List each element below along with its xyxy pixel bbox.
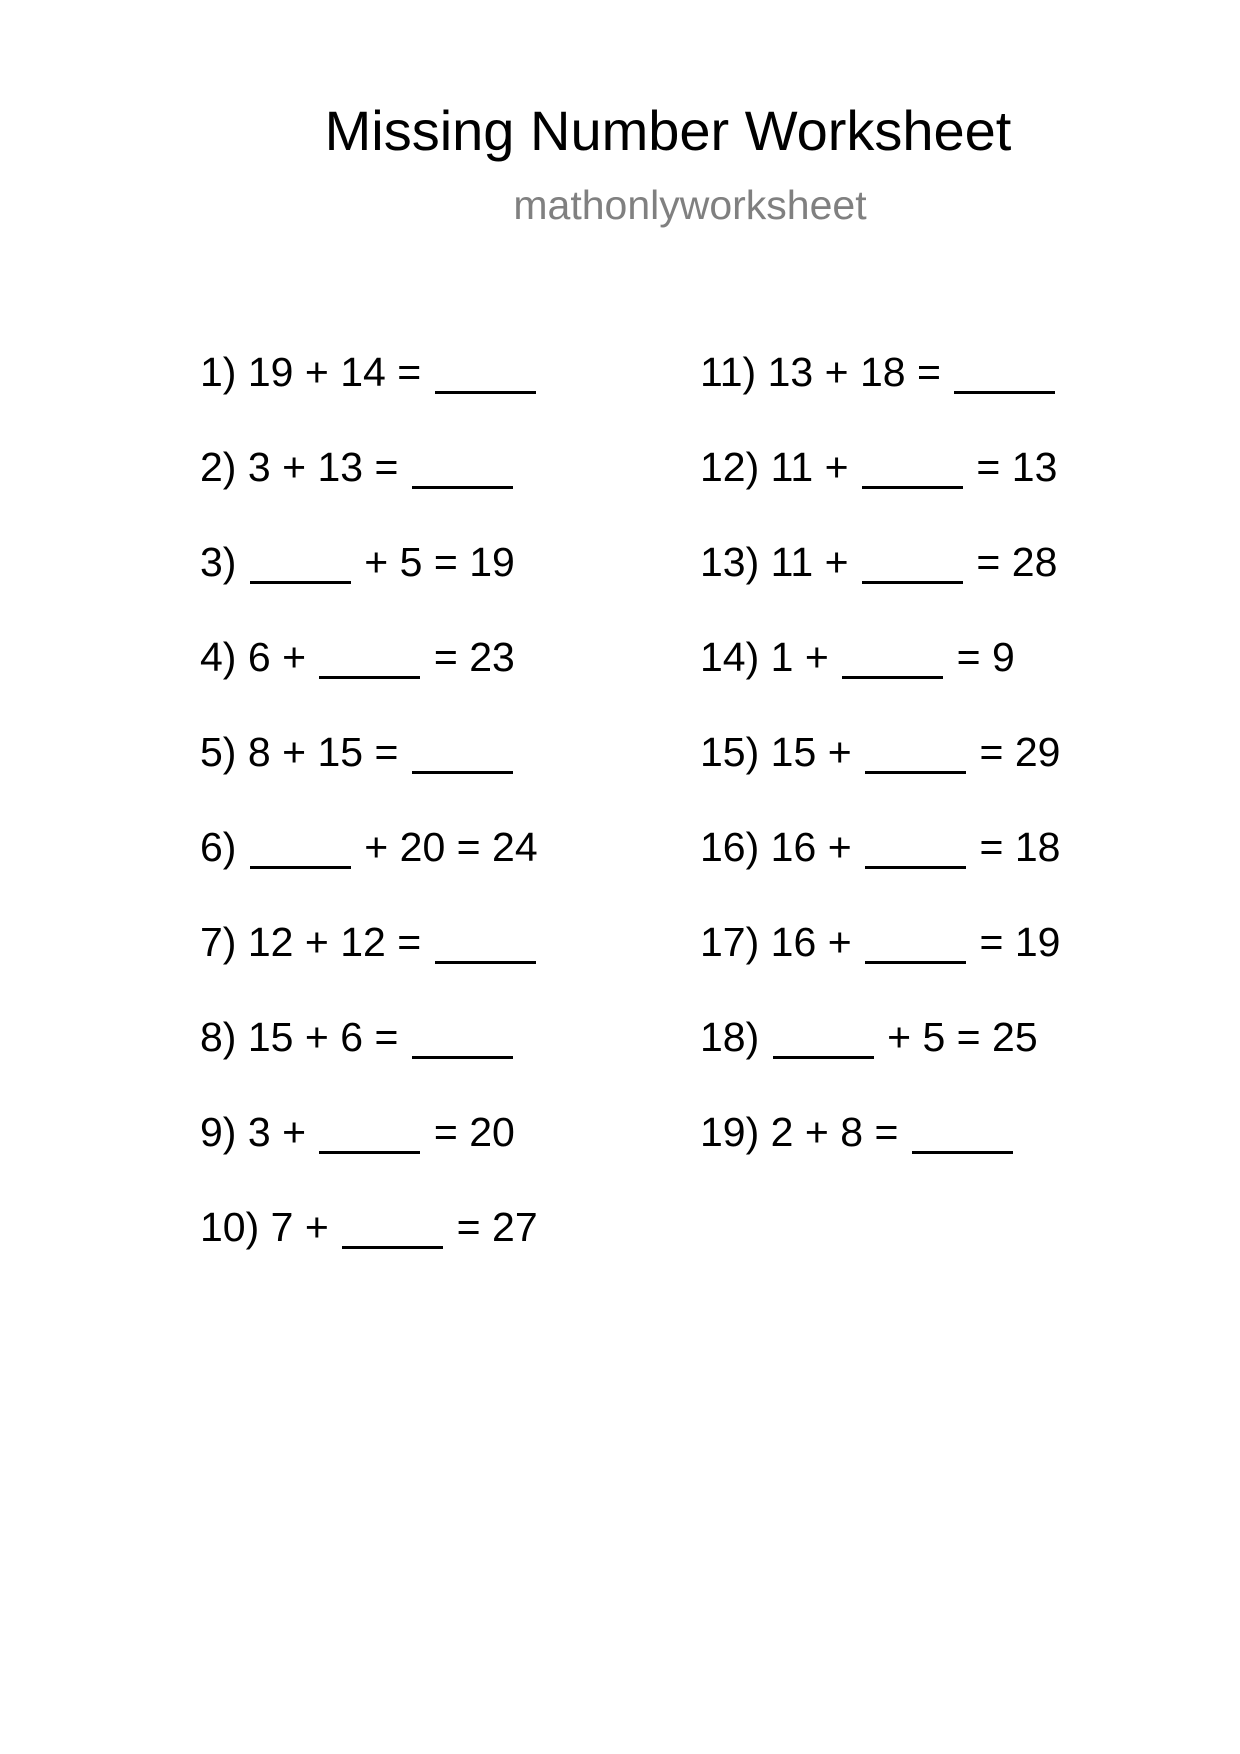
operand-a: 15 [247,1014,294,1060]
equals-sign: = [397,349,422,395]
operand-a: 3 [247,1109,271,1155]
problem-number: 18) [700,1014,760,1060]
problem-18 [700,1009,1060,1104]
problem-number: 10) [200,1204,260,1250]
operand-a: 6 [247,634,271,680]
problem-number: 6) [200,824,237,870]
equals-sign: = [397,919,422,965]
result: 23 [469,634,515,680]
answer-blank[interactable] [865,924,966,964]
problem-14 [700,629,1060,724]
problem-number: 16) [700,824,760,870]
equals-sign: = [456,1204,481,1250]
answer-blank[interactable] [412,449,513,489]
answer-blank[interactable] [319,639,420,679]
answer-blank[interactable] [250,544,351,584]
page-title: Missing Number Worksheet [324,99,1012,162]
problem-15 [700,724,1060,819]
operator: + [827,729,852,775]
operand-a: 16 [770,824,817,870]
operator: + [364,824,389,870]
answer-blank[interactable] [865,829,966,869]
result: 25 [992,1014,1038,1060]
result: 29 [1014,729,1061,775]
problem-number: 8) [200,1014,237,1060]
result: 18 [1014,824,1061,870]
answer-blank[interactable] [865,734,966,774]
equals-sign: = [374,1014,399,1060]
problem-9 [200,1104,538,1199]
result: 27 [492,1204,538,1250]
result: 13 [1011,444,1058,490]
operand-a: 2 [770,1109,794,1155]
operator: + [804,634,829,680]
answer-blank[interactable] [912,1114,1013,1154]
equals-sign: = [956,634,981,680]
operand-b: 14 [340,349,386,395]
problem-number: 15) [700,729,760,775]
problem-number: 19) [700,1109,760,1155]
answer-blank[interactable] [412,734,513,774]
problem-number: 9) [200,1109,237,1155]
problem-2 [200,439,538,534]
result: 9 [992,634,1015,680]
operator: + [827,824,852,870]
operand-a: 8 [247,729,271,775]
problem-number: 2) [200,444,237,490]
equals-sign: = [976,444,1001,490]
answer-blank[interactable] [773,1019,874,1059]
operator: + [282,729,307,775]
problem-number: 14) [700,634,760,680]
page-subtitle: mathonlyworksheet [513,182,867,228]
problem-number: 1) [200,349,237,395]
operand-b: 15 [317,729,364,775]
problem-7 [200,914,538,1009]
answer-blank[interactable] [342,1209,443,1249]
operator: + [304,1014,329,1060]
operand-b: 6 [340,1014,364,1060]
operator: + [304,919,329,965]
problem-17 [700,914,1060,1009]
operator: + [804,1109,829,1155]
problem-11 [700,344,1060,439]
problem-column-left [200,344,538,1294]
operator: + [827,919,852,965]
operand-a: 19 [247,349,294,395]
operand-b: 20 [399,824,446,870]
operator: + [824,349,849,395]
problem-12 [700,439,1060,534]
operand-b: 18 [860,349,906,395]
operand-a: 12 [247,919,294,965]
operand-a: 11 [770,539,814,585]
result: 24 [492,824,538,870]
answer-blank[interactable] [435,354,536,394]
equals-sign: = [433,634,458,680]
operator: + [282,1109,307,1155]
problem-number: 4) [200,634,237,680]
equals-sign: = [976,539,1001,585]
problem-number: 5) [200,729,237,775]
answer-blank[interactable] [250,829,351,869]
answer-blank[interactable] [412,1019,513,1059]
answer-blank[interactable] [862,544,963,584]
result: 28 [1011,539,1058,585]
answer-blank[interactable] [842,639,943,679]
answer-blank[interactable] [435,924,536,964]
problem-1 [200,344,538,439]
problem-16 [700,819,1060,914]
answer-blank[interactable] [319,1114,420,1154]
operand-a: 16 [770,919,817,965]
operand-a: 3 [247,444,271,490]
result: 19 [1014,919,1061,965]
operator: + [824,539,849,585]
result: 20 [469,1109,515,1155]
problem-6 [200,819,538,914]
operand-a: 7 [270,1204,294,1250]
problem-8 [200,1009,538,1104]
problem-10 [200,1199,538,1294]
problem-column-right [700,344,1060,1199]
equals-sign: = [374,444,399,490]
operator: + [824,444,849,490]
answer-blank[interactable] [954,354,1055,394]
equals-sign: = [456,824,481,870]
operand-b: 5 [922,1014,946,1060]
problem-number: 7) [200,919,237,965]
problem-4 [200,629,538,724]
equals-sign: = [374,729,399,775]
operand-a: 1 [770,634,794,680]
problem-13 [700,534,1060,629]
problem-number: 11) [700,349,757,395]
problem-19 [700,1104,1060,1199]
operator: + [282,444,307,490]
problem-number: 3) [200,539,237,585]
problem-3 [200,534,538,629]
operator: + [304,349,329,395]
equals-sign: = [917,349,941,395]
operand-a: 15 [770,729,817,775]
operand-b: 5 [399,539,423,585]
operator: + [282,634,307,680]
equals-sign: = [979,824,1004,870]
equals-sign: = [433,1109,458,1155]
operator: + [887,1014,912,1060]
operand-a: 13 [767,349,814,395]
equals-sign: = [956,1014,981,1060]
equals-sign: = [874,1109,899,1155]
problem-number: 13) [700,539,760,585]
operand-b: 13 [317,444,364,490]
operator: + [364,539,389,585]
problem-5 [200,724,538,819]
operator: + [304,1204,329,1250]
operand-b: 8 [840,1109,864,1155]
answer-blank[interactable] [862,449,963,489]
equals-sign: = [433,539,458,585]
equals-sign: = [979,919,1004,965]
operand-a: 11 [770,444,814,490]
problem-number: 12) [700,444,760,490]
equals-sign: = [979,729,1004,775]
problem-number: 17) [700,919,760,965]
result: 19 [469,539,515,585]
operand-b: 12 [340,919,386,965]
